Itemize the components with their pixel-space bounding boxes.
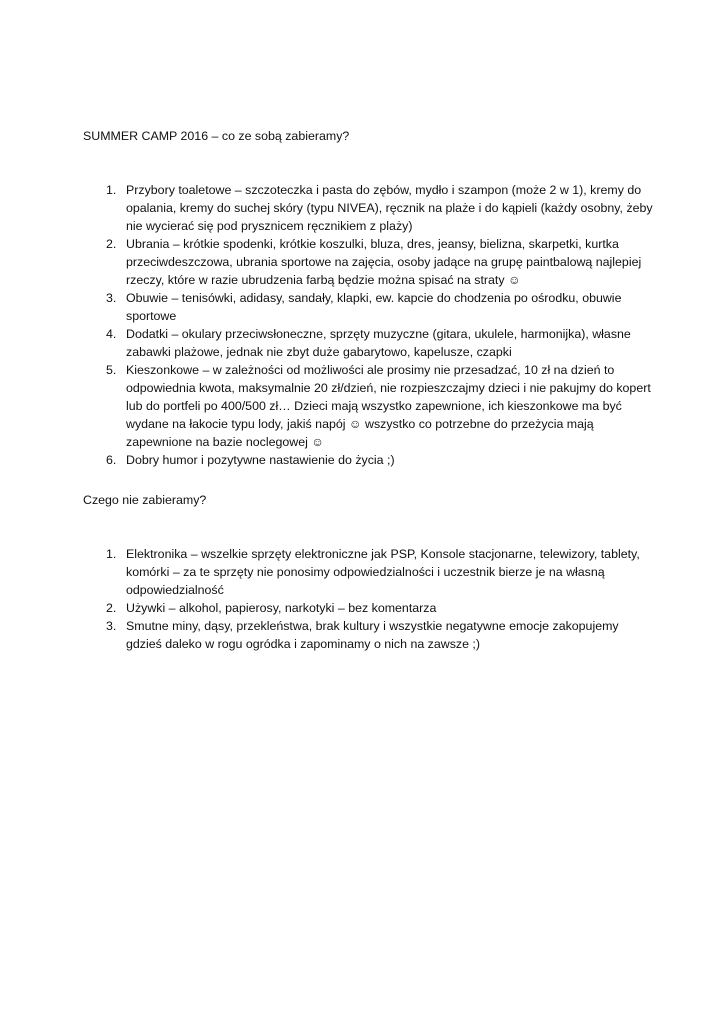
list-item [83,235,653,289]
list-item [83,599,653,617]
list-item [83,451,653,469]
item-text: Obuwie – tenisówki, adidasy, sandały, klapki, ew. kapcie do chodzenia po ośrodku, obuwie sportowe [126,291,622,323]
item-number: 4. [106,327,117,341]
list-item [83,617,653,653]
item-number: 2. [106,601,117,615]
list-item [83,325,653,361]
item-number: 2. [106,237,117,251]
item-text: Smutne miny, dąsy, przekleństwa, brak kultury i wszystkie negatywne emocje zakopujemy gdzieś daleko w rogu ogródka i zapominamy o nich na zawsze ;) [126,619,619,651]
list-item [83,545,653,599]
list-item [83,289,653,325]
item-text: Kieszonkowe – w zależności od możliwości ale prosimy nie przesadzać, 10 zł na dzień to odpowiednia kwota, maksymalnie 20 zł/dzień, nie rozpieszczajmy dzieci i nie pakujmy do kopert lub do portfeli po 400/500 zł… Dzieci mają wszystko zapewnione, ich kieszonkowe ma być wydane na łakocie typu lody, jakiś napój ☺ wszystko co potrzebne do przeżycia mają zapewnione na bazie noclegowej ☺ [126,363,651,449]
item-number: 5. [106,363,117,377]
list-item [83,361,653,451]
item-number: 6. [106,453,117,467]
item-number: 3. [106,291,117,305]
item-text: Przybory toaletowe – szczoteczka i pasta do zębów, mydło i szampon (może 2 w 1), kremy do opalania, kremy do suchej skóry (typu NIVEA), ręcznik na plaże i do kąpieli (każdy osobny, żeby nie wycierać się pod prysznicem ręcznikiem z plaży) [126,183,653,233]
section-heading-dont-bring: Czego nie zabieramy? [83,493,207,507]
item-text: Dobry humor i pozytywne nastawienie do życia ;) [126,453,395,467]
item-number: 3. [106,619,117,633]
item-text: Używki – alkohol, papierosy, narkotyki – bez komentarza [126,601,437,615]
list-item [83,181,653,235]
item-number: 1. [106,547,117,561]
dont-bring-list [83,545,653,653]
item-number: 1. [106,183,117,197]
bring-list [83,181,653,469]
item-text: Elektronika – wszelkie sprzęty elektroniczne jak PSP, Konsole stacjonarne, telewizory, tablety, komórki – za te sprzęty nie ponosimy odpowiedzialności i uczestnik bierze je na własną odpowiedzialność [126,547,640,597]
section-heading-bring: SUMMER CAMP 2016 – co ze sobą zabieramy? [83,129,350,143]
item-text: Dodatki – okulary przeciwsłoneczne, sprzęty muzyczne (gitara, ukulele, harmonijka), własne zabawki plażowe, jednak nie zbyt duże gabarytowo, kapelusze, czapki [126,327,631,359]
item-text: Ubrania – krótkie spodenki, krótkie koszulki, bluza, dres, jeansy, bielizna, skarpetki, kurtka przeciwdeszczowa, ubrania sportowe na zajęcia, osoby jadące na grupę paintbalową najlepiej rzeczy, które w razie ubrudzenia farbą będzie można spisać na straty ☺ [126,237,642,287]
